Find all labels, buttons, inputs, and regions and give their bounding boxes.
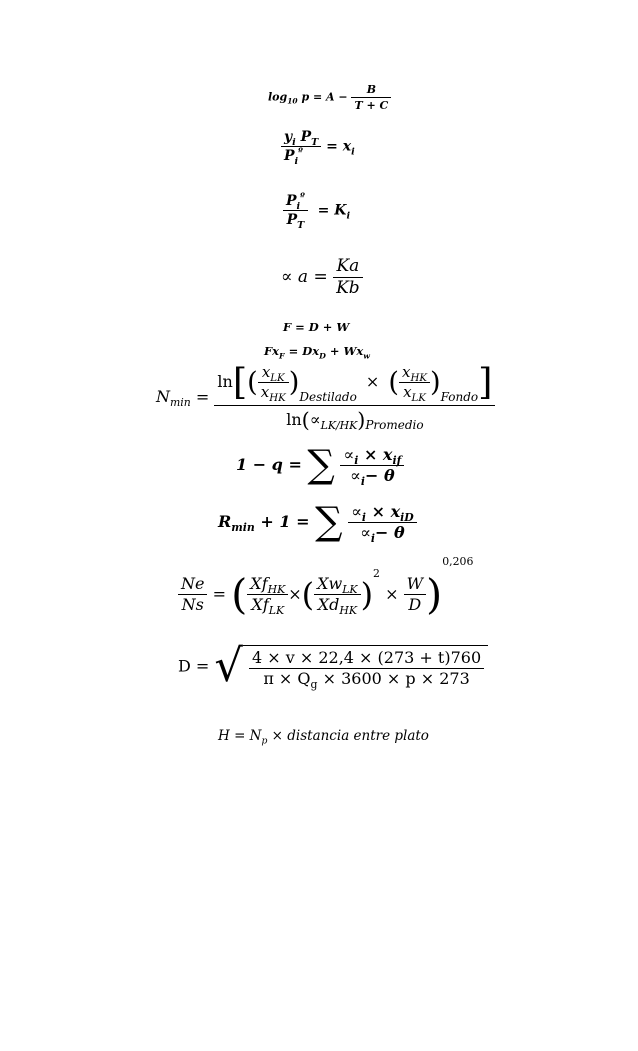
kirkbride-equation: $\frac{Ne}{Ns}$ = ( $\frac{Xf_{HK}}{Xf_{LK}}$ ×( $\frac{Xw_{LK}}{Xd_{HK}}$ )$^2$ × $\frac{W}{D}$ )$^{0,206}$ xyxy=(178,562,473,615)
relative-volatility-equation: ∝ a = $\frac{Ka}{Kb}$ xyxy=(281,258,363,297)
underwood-feed-equation: 1 − q = ∑ $\frac{\propto_i \times x_{if}}{\propto_i- \theta}$ xyxy=(236,446,404,484)
k-value-equation: $\frac{P_i^º}{P_T}$ = $K_i$ xyxy=(283,194,350,227)
antoine-fraction: $\frac{B}{T + C}$ xyxy=(351,84,391,111)
mass-balance-equation: F = D + W xyxy=(283,320,350,334)
raoult-equation: $\frac{y_i P_T}{P_i^º}$ = $x_i$ xyxy=(281,130,355,163)
raoult-fraction: $\frac{y_i P_T}{P_i^º}$ xyxy=(281,130,321,163)
summation-symbol: ∑ xyxy=(307,442,335,487)
fenske-fraction: ln[( $\frac{x_{LK}}{x_{HK}}$ )$_{Destilado}$ × ( $\frac{x_{HK}}{x_{LK}}$ )$_{Fondo}$] $\ln(\propto_{LK/HK})_{Promedio}$ xyxy=(214,364,495,431)
underwood-reflux-fraction: $\frac{\propto_i \times x_{iD}}{\propto_i- \theta}$ xyxy=(348,504,417,541)
antoine-equation: $\log_{10} p = A$ − $\frac{B}{T + C}$ xyxy=(268,84,391,111)
k-value-fraction: $\frac{P_i^º}{P_T}$ xyxy=(283,194,308,227)
height-equation: $H = N_p$ × distancia entre plato xyxy=(218,728,429,747)
summation-symbol: ∑ xyxy=(315,499,343,544)
square-root: √ $\frac{4 \times v \times 22,4 \times (273 + t)760}{\pi \times Q_g \times 3600 \times p \times 273}$ xyxy=(214,644,488,689)
underwood-reflux-equation: $R_{min} + 1$ = ∑ $\frac{\propto_i \times x_{iD}}{\propto_i- \theta}$ xyxy=(218,503,417,541)
fenske-equation: $N_{min}$ = ln[( $\frac{x_{LK}}{x_{HK}}$ )$_{Destilado}$ × ( $\frac{x_{HK}}{x_{LK}}$ )$_{Fondo}$] $\ln(\propto_{LK/HK})_{Promedio}$ xyxy=(156,364,495,431)
component-balance-equation: $Fx_F = Dx_D + Wx_w$ xyxy=(264,344,370,361)
relative-volatility-fraction: $\frac{Ka}{Kb}$ xyxy=(333,258,363,297)
diameter-equation: D = √ $\frac{4 \times v \times 22,4 \times (273 + t)760}{\pi \times Q_g \times 3600 \times p \times 273}$ xyxy=(178,644,488,689)
ne-ns-fraction: $\frac{Ne}{Ns}$ xyxy=(178,576,207,613)
diameter-fraction: $\frac{4 \times v \times 22,4 \times (273 + t)760}{\pi \times Q_g \times 3600 \times p \times 273}$ xyxy=(249,650,484,687)
underwood-feed-fraction: $\frac{\propto_i \times x_{if}}{\propto_i- \theta}$ xyxy=(340,447,404,484)
